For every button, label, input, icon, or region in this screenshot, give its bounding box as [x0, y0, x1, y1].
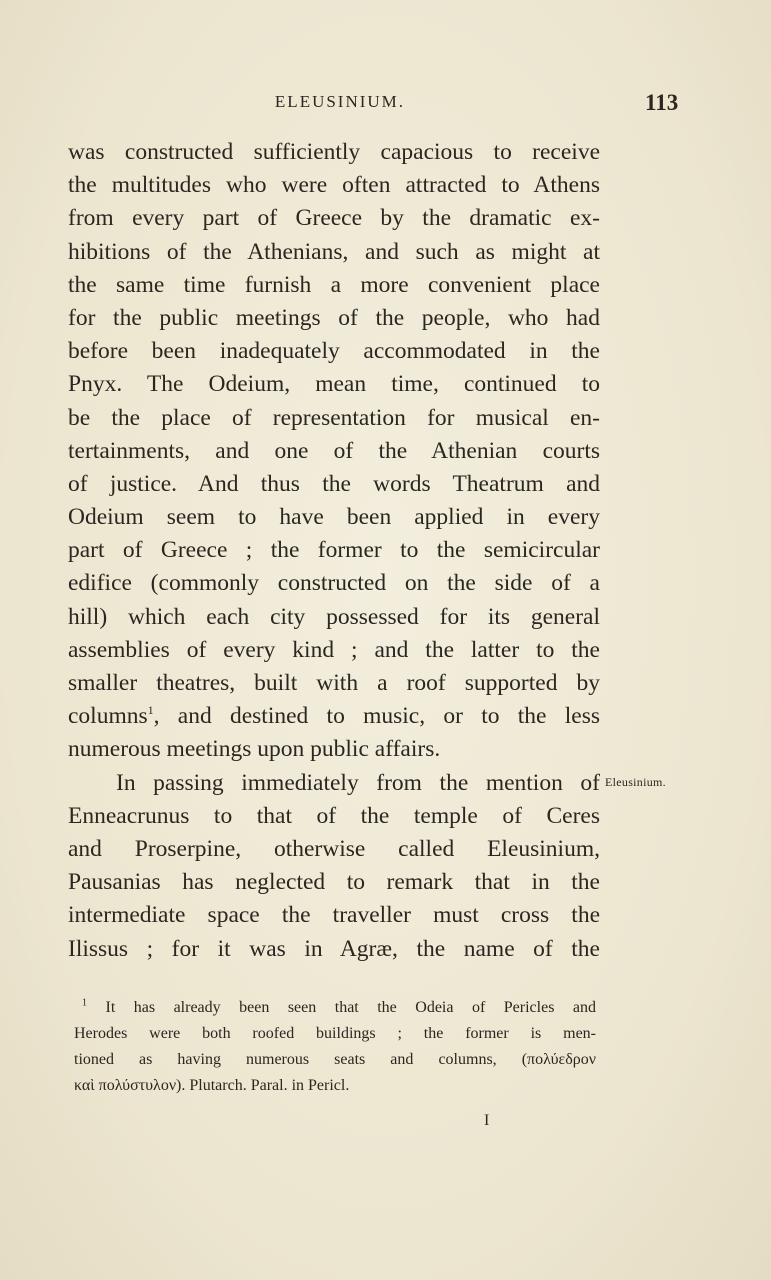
running-title: ELEUSINIUM.: [274, 92, 406, 111]
footnote: [74, 995, 596, 1099]
footnote-reference: 1: [147, 703, 154, 718]
signature-mark: I: [484, 1112, 490, 1129]
text-line: for the public meetings of the people, who had: [68, 304, 600, 331]
text-line: and Proserpine, otherwise called Eleusinium,: [68, 835, 600, 862]
text-fragment: , and destined to music, or to the less: [153, 703, 600, 730]
paragraph-start-line: In passing immediately from the mention of: [116, 769, 600, 796]
text-line: hibitions of the Athenians, and such as might at: [68, 238, 600, 265]
text-line: intermediate space the traveller must cross the: [68, 902, 600, 929]
text-line: Enneacrunus to that of the temple of Ceres: [68, 802, 600, 829]
text-line: Pnyx. The Odeium, mean time, continued to: [68, 371, 600, 398]
footnote-line: Herodes were both roofed buildings ; the former is men-: [74, 1025, 596, 1042]
text-line: tertainments, and one of the Athenian courts: [68, 437, 600, 464]
text-line: from every part of Greece by the dramatic ex-: [68, 205, 600, 232]
text-line: was constructed sufficiently capacious to receive: [68, 139, 600, 165]
footnote-line: [74, 995, 596, 1021]
text-line: assemblies of every kind ; and the latter to the: [68, 636, 600, 663]
text-line: smaller theatres, built with a roof supported by: [68, 670, 600, 696]
footnote-mark: 1: [82, 997, 87, 1009]
text-line: of justice. And thus the words Theatrum and: [68, 470, 600, 497]
footnote-line: tioned as having numerous seats and columns, (πολύεδρον: [74, 1051, 596, 1068]
text-line: Pausanias has neglected to remark that in the: [68, 869, 600, 896]
text-line: the multitudes who were often attracted to Athens: [68, 172, 600, 199]
text-line: before been inadequately accommodated in the: [68, 338, 600, 365]
running-head: [0, 90, 771, 120]
text-fragment: columns: [68, 703, 148, 730]
text-line: edifice (commonly constructed on the side of a: [68, 570, 600, 597]
text-line: hill) which each city possessed for its general: [68, 603, 600, 630]
marginal-note: Eleusinium.: [605, 775, 666, 789]
page-number: 113: [645, 90, 679, 115]
text-line: numerous meetings upon public affairs.: [68, 736, 441, 763]
text-line: Odeium seem to have been applied in every: [68, 504, 600, 531]
text-line: the same time furnish a more convenient place: [68, 271, 600, 298]
text-line: be the place of representation for musical en-: [68, 404, 600, 431]
footnote-line: καὶ πολύστυλον). Plutarch. Paral. in Pericl.: [74, 1077, 350, 1094]
body-text: [68, 136, 600, 966]
text-line-with-footnote-ref: [68, 700, 600, 733]
text-line: part of Greece ; the former to the semicircular: [68, 537, 600, 564]
text-line: Ilissus ; for it was in Agræ, the name of the: [68, 935, 600, 962]
footnote-text: It has already been seen that the Odeia of Pericles and: [105, 999, 596, 1016]
